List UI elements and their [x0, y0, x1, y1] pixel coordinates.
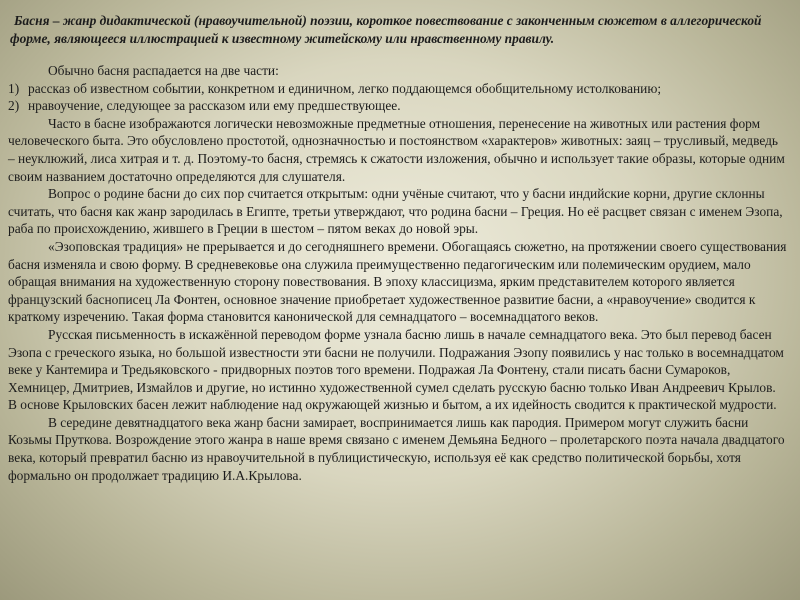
- list-number: 2): [8, 98, 20, 114]
- intro-paragraph: Обычно басня распадается на две части:: [48, 63, 279, 78]
- paragraph-origin: Вопрос о родине басни до сих пор считается открытым: одни учёные считают, что у басни индийские корни, другие склонны считать, что басня как жанр зародилась в Египте, третьи утверждают, что родина басни – Греция. Но её расцвет связан с именем Эзопа, раба по происхождению, жившего в Греции в шестом – пятом веках до новой эры.: [8, 186, 783, 237]
- list-item-2: [8, 97, 788, 115]
- paragraph-nineteenth-century: В середине девятнадцатого века жанр басни замирает, воспринимается лишь как пародия. Примером могут служить басни Козьмы Пруткова. Возрождение этого жанра в наше время связано с именем Демьяна Бедного – пролетарского поэта начала двадцатого века, который превратил басню из нравоучительной в публицистическую, используя её как средство политической борьбы, хотя формально он продолжает традицию И.А.Крылова.: [8, 414, 785, 483]
- definition-title: Басня – жанр дидактической (нравоучительной) поэзии, короткое повествование с законченным сюжетом в аллегорической форме, являющееся иллюстрацией к известному житейскому или нравственному правилу.: [10, 13, 762, 46]
- slide-content: [8, 12, 788, 484]
- list-text: рассказ об известном событии, конкретном и единичном, легко поддающемся обобщительному истолкованию;: [28, 80, 662, 96]
- list-number: 1): [8, 80, 20, 96]
- list-text: нравоучение, следующее за рассказом или ему предшествующее.: [28, 98, 401, 114]
- paragraph-russian-fable: Русская письменность в искажённой переводом форме узнала басню лишь в начале семнадцатого века. Это был перевод басен Эзопа с греческого языка, но большой известности эти басни не получили. Подражания Эзопу появились у нас только в восемнадцатом веке у Кантемира и Тредьяковского - придворных поэтов того времени. Подражая Ла Фонтену, стали писать басни Сумароков, Хемницер, Дмитриев, Измайлов и другие, но истинно художественной сумел сделать русскую басню только Иван Андреевич Крылов. В основе Крыловских басен лежит наблюдение над окружающей жизнью и бытом, а их идейность сводится к практической мудрости.: [8, 326, 784, 413]
- paragraph-aesop-tradition: «Эзоповская традиция» не прерывается и до сегодняшнего времени. Обогащаясь сюжетно, на протяжении своего существования басня изменяла и свою форму. В средневековье она служила преимущественно педагогическим или полемическим орудием, мало обращая внимания на художественную сторону повествования. В эпоху классицизма, ярким представителем которого является французский баснописец Ла Фонтен, основное значение приобретает художественное развитие басни, а «нравоучение» сводится к краткому изречению. Такая форма становится канонической для семнадцатого – восемнадцатого веков.: [8, 238, 787, 325]
- paragraph-animals: Часто в басне изображаются логически невозможные предметные отношения, перенесение на животных или растения форм человеческого быта. Это обусловлено простотой, однозначностью и постоянством «характеров» животных: заяц – трусливый, медведь – неуклюжий, лиса хитрая и т. д. Поэтому-то басня, стремясь к сжатости изложения, обычно и использует такие образы, которые одним своим названием достаточно определяются для слушателя.: [8, 115, 785, 184]
- list-item-1: [8, 80, 788, 98]
